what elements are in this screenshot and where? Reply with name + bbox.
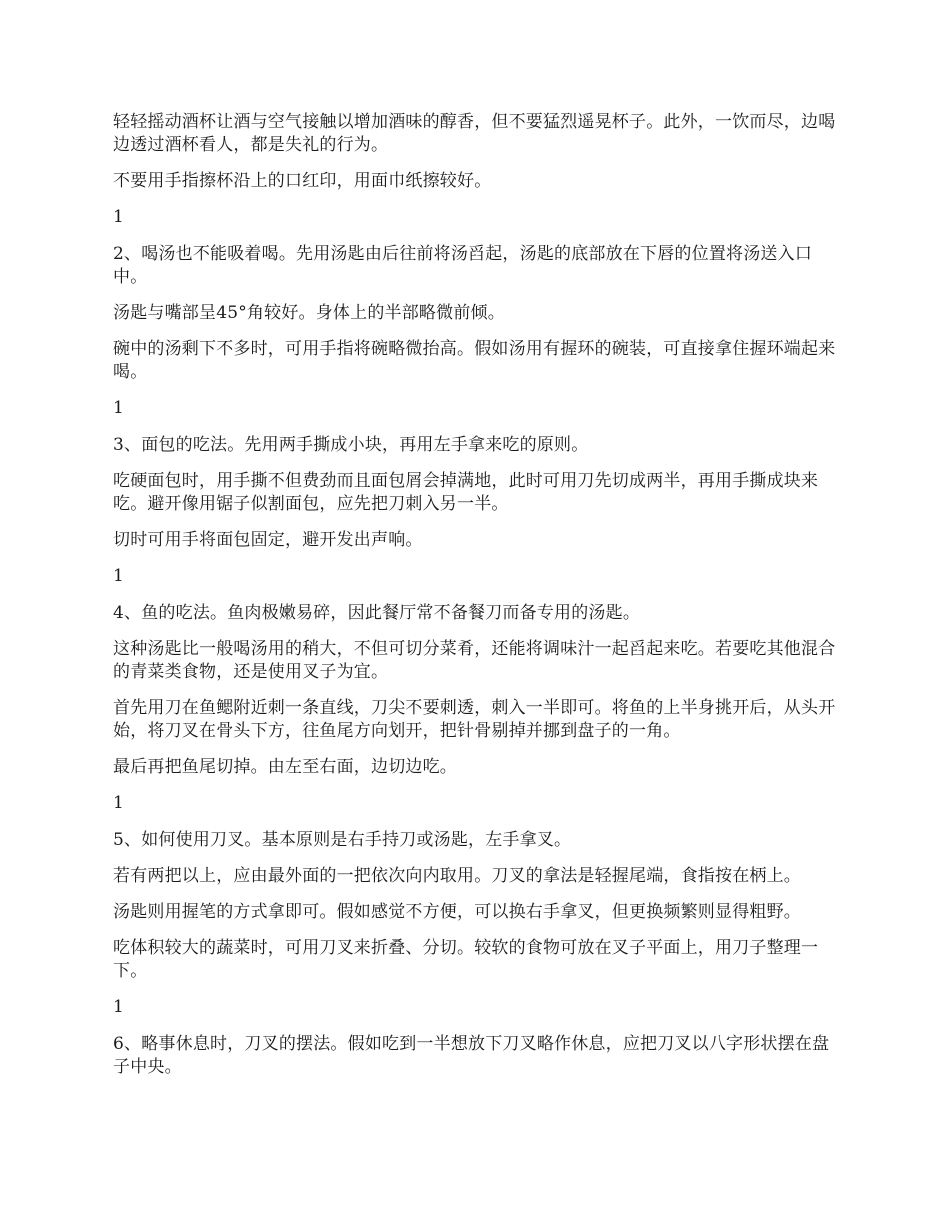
paragraph-rest-heading: 6、略事休息时，刀叉的摆法。假如吃到一半想放下刀叉略作休息，应把刀叉以八字形状摆在盘子中央。 <box>113 1034 830 1077</box>
page-number: 1 <box>113 398 125 418</box>
paragraph-bread-heading: 3、面包的吃法。先用两手撕成小块，再用左手拿来吃的原则。 <box>113 435 589 455</box>
paragraph-bread-hard: 吃硬面包时，用手撕不但费劲而且面包屑会掉满地，此时可用刀先切成两半，再用手撕成块来吃。避开像用锯子似割面包，应先把刀刺入另一半。 <box>113 471 819 514</box>
paragraph-cutlery-vegetables: 吃体积较大的蔬菜时，可用刀叉来折叠、分切。较软的食物可放在叉子平面上，用刀子整理一下。 <box>113 938 819 981</box>
paragraph-wine-swirl: 轻轻摇动酒杯让酒与空气接触以增加酒味的醇香，但不要猛烈遥晃杯子。此外，一饮而尽，边喝边透过酒杯看人，都是失礼的行为。 <box>113 112 836 155</box>
paragraph-soup-heading: 2、喝汤也不能吸着喝。先用汤匙由后往前将汤舀起，汤匙的底部放在下唇的位置将汤送入口中。 <box>113 244 813 287</box>
document-body <box>113 111 843 1092</box>
paragraph-fish-method: 首先用刀在鱼鳃附近刺一条直线，刀尖不要刺透，刺入一半即可。将鱼的上半身挑开后，从头开始，将刀叉在骨头下方，往鱼尾方向划开，把针骨剔掉并挪到盘子的一角。 <box>113 698 836 741</box>
page-number: 1 <box>113 207 125 227</box>
page-number: 1 <box>113 793 125 813</box>
paragraph-lipstick: 不要用手指擦杯沿上的口红印，用面巾纸擦较好。 <box>113 171 492 191</box>
paragraph-bread-cut: 切时可用手将面包固定，避开发出声响。 <box>113 530 423 550</box>
paragraph-cutlery-order: 若有两把以上，应由最外面的一把依次向内取用。刀叉的拿法是轻握尾端，食指按在柄上。 <box>113 866 801 886</box>
paragraph-cutlery-spoon: 汤匙则用握笔的方式拿即可。假如感觉不方便，可以换右手拿叉，但更换频繁则显得粗野。 <box>113 902 801 922</box>
paragraph-fish-spoon: 这种汤匙比一般喝汤用的稍大，不但可切分菜肴，还能将调味汁一起舀起来吃。若要吃其他混合的青菜类食物，还是使用叉子为宜。 <box>113 639 836 682</box>
page-number: 1 <box>113 997 125 1017</box>
paragraph-soup-bowl: 碗中的汤剩下不多时，可用手指将碗略微抬高。假如汤用有握环的碗装，可直接拿住握环端起来喝。 <box>113 339 836 382</box>
page-number: 1 <box>113 566 125 586</box>
paragraph-soup-angle: 汤匙与嘴部呈45°角较好。身体上的半部略微前倾。 <box>113 303 505 323</box>
paragraph-cutlery-heading: 5、如何使用刀叉。基本原则是右手持刀或汤匙，左手拿叉。 <box>113 830 572 850</box>
paragraph-fish-heading: 4、鱼的吃法。鱼肉极嫩易碎，因此餐厅常不备餐刀而备专用的汤匙。 <box>113 603 641 623</box>
paragraph-fish-tail: 最后再把鱼尾切掉。由左至右面，边切边吃。 <box>113 757 457 777</box>
